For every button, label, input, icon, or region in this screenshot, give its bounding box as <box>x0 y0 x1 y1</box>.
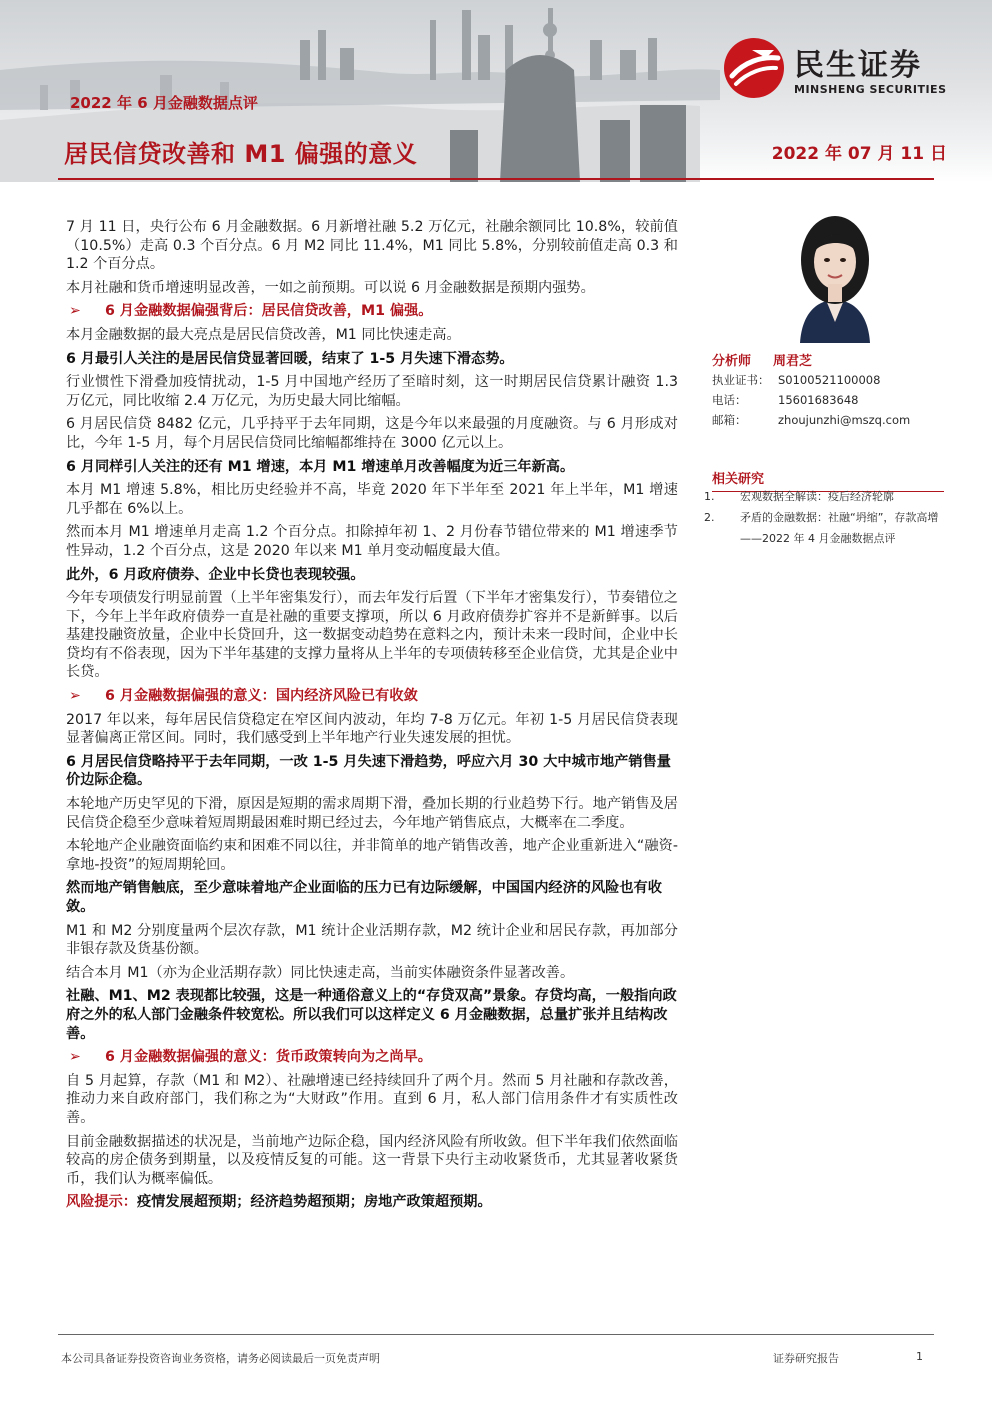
phone-label: 电话： <box>712 393 747 407</box>
section-heading <box>66 687 678 706</box>
phone-value: 15601683648 <box>778 393 859 407</box>
body-paragraph: 本月 M1 增速 5.8%，相比历史经验并不高，毕竟 2020 年下半年至 2021 年上半年，M1 增速几乎都在 6%以上。 <box>66 482 678 517</box>
section-heading <box>66 302 678 321</box>
report-title: 居民信贷改善和 M1 偏强的意义 <box>64 140 418 168</box>
report-body <box>66 218 678 1212</box>
analyst-heading <box>712 350 812 369</box>
body-paragraph: 行业惯性下滑叠加疫情扰动，1-5 月中国地产经历了至暗时刻，这一时期居民信贷累计融资 1.3 万亿元，同比收缩 2.4 万亿元，为历史最大同比缩幅。 <box>66 374 678 409</box>
cert-label: 执业证书： <box>712 373 770 387</box>
email-label: 邮箱： <box>712 413 747 427</box>
body-paragraph: 目前金融数据描述的状况是，当前地产边际企稳，国内经济风险有所收敛。但下半年我们依然面临较高的房企债务到期量，以及疫情反复的可能。这一背景下央行主动收紧货币，尤其显著收紧货币，我们认为概率偏低。 <box>66 1133 678 1187</box>
bold-paragraph: 社融、M1、M2 表现都比较强，这是一种通俗意义上的“存贷双高”景象。存贷均高，一般指向政府之外的私人部门金融条件较宽松。所以我们可以这样定义 6 月金融数据，总量扩张并且结构改善。 <box>66 988 677 1042</box>
section-heading <box>66 1048 678 1067</box>
arrow-bullet-icon: ➢ <box>69 688 81 705</box>
bold-paragraph: 6 月最引人关注的是居民信贷显著回暖，结束了 1-5 月失速下滑态势。 <box>66 350 514 367</box>
footer-divider <box>58 1334 934 1335</box>
bold-paragraph: 6 月同样引人关注的还有 M1 增速，本月 M1 增速单月改善幅度为近三年新高。 <box>66 458 575 475</box>
body-paragraph: 7 月 11 日，央行公布 6 月金融数据。6 月新增社融 5.2 万亿元，社融余额同比 10.8%，较前值（10.5%）走高 0.3 个百分点。6 月 M2 同比 11.4%，M1 同比 5.8%，分别较前值走高 0.3 和 1.2 个百分点。 <box>66 219 678 273</box>
body-paragraph: 2017 年以来，每年居民信贷稳定在窄区间内波动，年均 7-8 万亿元。年初 1-5 月居民信贷表现显著偏离正常区间。同时，我们感受到上半年地产行业失速发展的担忧。 <box>66 711 678 747</box>
arrow-bullet-icon: ➢ <box>69 303 81 320</box>
minsheng-logo-icon <box>722 36 786 100</box>
bold-paragraph: 此外，6 月政府债券、企业中长贷也表现较强。 <box>66 566 365 583</box>
cert-info <box>712 372 880 388</box>
body-paragraph: 本轮地产历史罕见的下滑，原因是短期的需求周期下滑，叠加长期的行业趋势下行。地产销售及居民信贷企稳至少意味着短周期最困难时期已经过去，今年地产销售底点，大概率在二季度。 <box>66 796 678 831</box>
minsheng-logo <box>722 36 962 106</box>
body-paragraph: 本月金融数据的最大亮点是居民信贷改善，M1 同比快速走高。 <box>66 326 461 343</box>
related-research-item[interactable] <box>704 486 944 507</box>
cert-value: S0100521100008 <box>778 373 881 387</box>
bold-paragraph: 然而地产销售触底，至少意味着地产企业面临的压力已有边际缓解，中国国内经济的风险也有收敛。 <box>66 880 662 915</box>
body-paragraph: 6 月居民信贷 8482 亿元，几乎持平于去年同期，这是今年以来最强的月度融资。与 6 月形成对比，今年 1-5 月，每个月居民信贷同比缩幅都维持在 3000 亿元以上。 <box>66 416 678 451</box>
analyst-name: 周君芝 <box>773 354 813 369</box>
related-item-text: 宏观数据全解读：疫后经济轮廓 <box>740 490 894 503</box>
related-item-number: 2. <box>704 511 715 524</box>
related-item-number: 1. <box>704 490 715 503</box>
header-banner <box>0 0 992 182</box>
arrow-bullet-icon: ➢ <box>69 1049 81 1066</box>
email-info <box>712 412 910 428</box>
related-item-text: 矛盾的金融数据：社融“坍缩”，存款高增——2022 年 4 月金融数据点评 <box>740 511 939 545</box>
bold-paragraph: 6 月居民信贷略持平于去年同期，一改 1-5 月失速下滑趋势，呼应六月 30 大中城市地产销售量价边际企稳。 <box>66 753 671 789</box>
section-heading-text: 6 月金融数据偏强背后：居民信贷改善，M1 偏强。 <box>105 303 433 320</box>
report-date: 2022 年 07 月 11 日 <box>771 144 947 164</box>
risk-warning-label: 风险提示： <box>66 1194 137 1211</box>
footer-doc-type: 证券研究报告 <box>773 1352 839 1365</box>
analyst-label: 分析师 <box>712 354 752 369</box>
body-paragraph: 自 5 月起算，存款（M1 和 M2）、社融增速已经持续回升了两个月。然而 5 月社融和存款改善，推动力来自政府部门，我们称之为“大财政”作用。直到 6 月，私人部门信用条件才有实质性改善。 <box>66 1072 678 1126</box>
analyst-photo <box>780 200 890 343</box>
page-number: 1 <box>916 1350 923 1363</box>
body-paragraph: M1 和 M2 分别度量两个层次存款，M1 统计企业活期存款，M2 统计企业和居民存款，再加部分非银存款及货基份额。 <box>66 922 678 958</box>
body-paragraph: 然而本月 M1 增速单月走高 1.2 个百分点。扣除掉年初 1、2 月份春节错位带来的 M1 增速季节性异动，1.2 个百分点，这是 2020 年以来 M1 单月变动幅度最大值。 <box>66 524 678 559</box>
body-paragraph: 本轮地产企业融资面临约束和困难不同以往，并非简单的地产销售改善，地产企业重新进入“融资-拿地-投资”的短周期轮回。 <box>66 838 678 873</box>
related-research-item[interactable] <box>704 507 944 549</box>
section-heading-text: 6 月金融数据偏强的意义：货币政策转向为之尚早。 <box>105 1049 432 1066</box>
section-heading-text: 6 月金融数据偏强的意义：国内经济风险已有收敛 <box>105 688 418 705</box>
logo-chinese-name: 民生证券 <box>794 48 922 83</box>
header-divider <box>58 178 934 180</box>
related-research-heading: 相关研究 <box>712 468 944 492</box>
report-series-label: 2022 年 6 月金融数据点评 <box>70 94 258 112</box>
email-value[interactable]: zhoujunzhi@mszq.com <box>778 413 911 427</box>
analyst-photo-icon <box>780 200 890 343</box>
risk-warning <box>66 1193 678 1212</box>
body-paragraph: 结合本月 M1（亦为企业活期存款）同比快速走高，当前实体融资条件显著改善。 <box>66 964 575 981</box>
body-paragraph: 本月社融和货币增速明显改善，一如之前预期。可以说 6 月金融数据是预期内强势。 <box>66 279 595 296</box>
footer-disclaimer: 本公司具备证券投资咨询业务资格，请务必阅读最后一页免责声明 <box>61 1352 380 1365</box>
phone-info <box>712 392 858 408</box>
logo-english-name: MINSHENG SECURITIES <box>794 83 947 96</box>
body-paragraph: 今年专项债发行明显前置（上半年密集发行），而去年发行后置（下半年才密集发行），节奏错位之下，今年上半年政府债券一直是社融的重要支撑项，所以 6 月政府债券扩容并不是新鲜事。以后基建投融资放量，企业中长贷回升，这一数据变动趋势在意料之内，预计未来一段时间，企业中长贷均有不俗表现，因为下半年基建的支撑力量将从上半年的专项债转移至企业信贷，尤其是企业中长贷。 <box>66 590 678 681</box>
risk-warning-text: 疫情发展超预期；经济趋势超预期；房地产政策超预期。 <box>136 1194 492 1211</box>
